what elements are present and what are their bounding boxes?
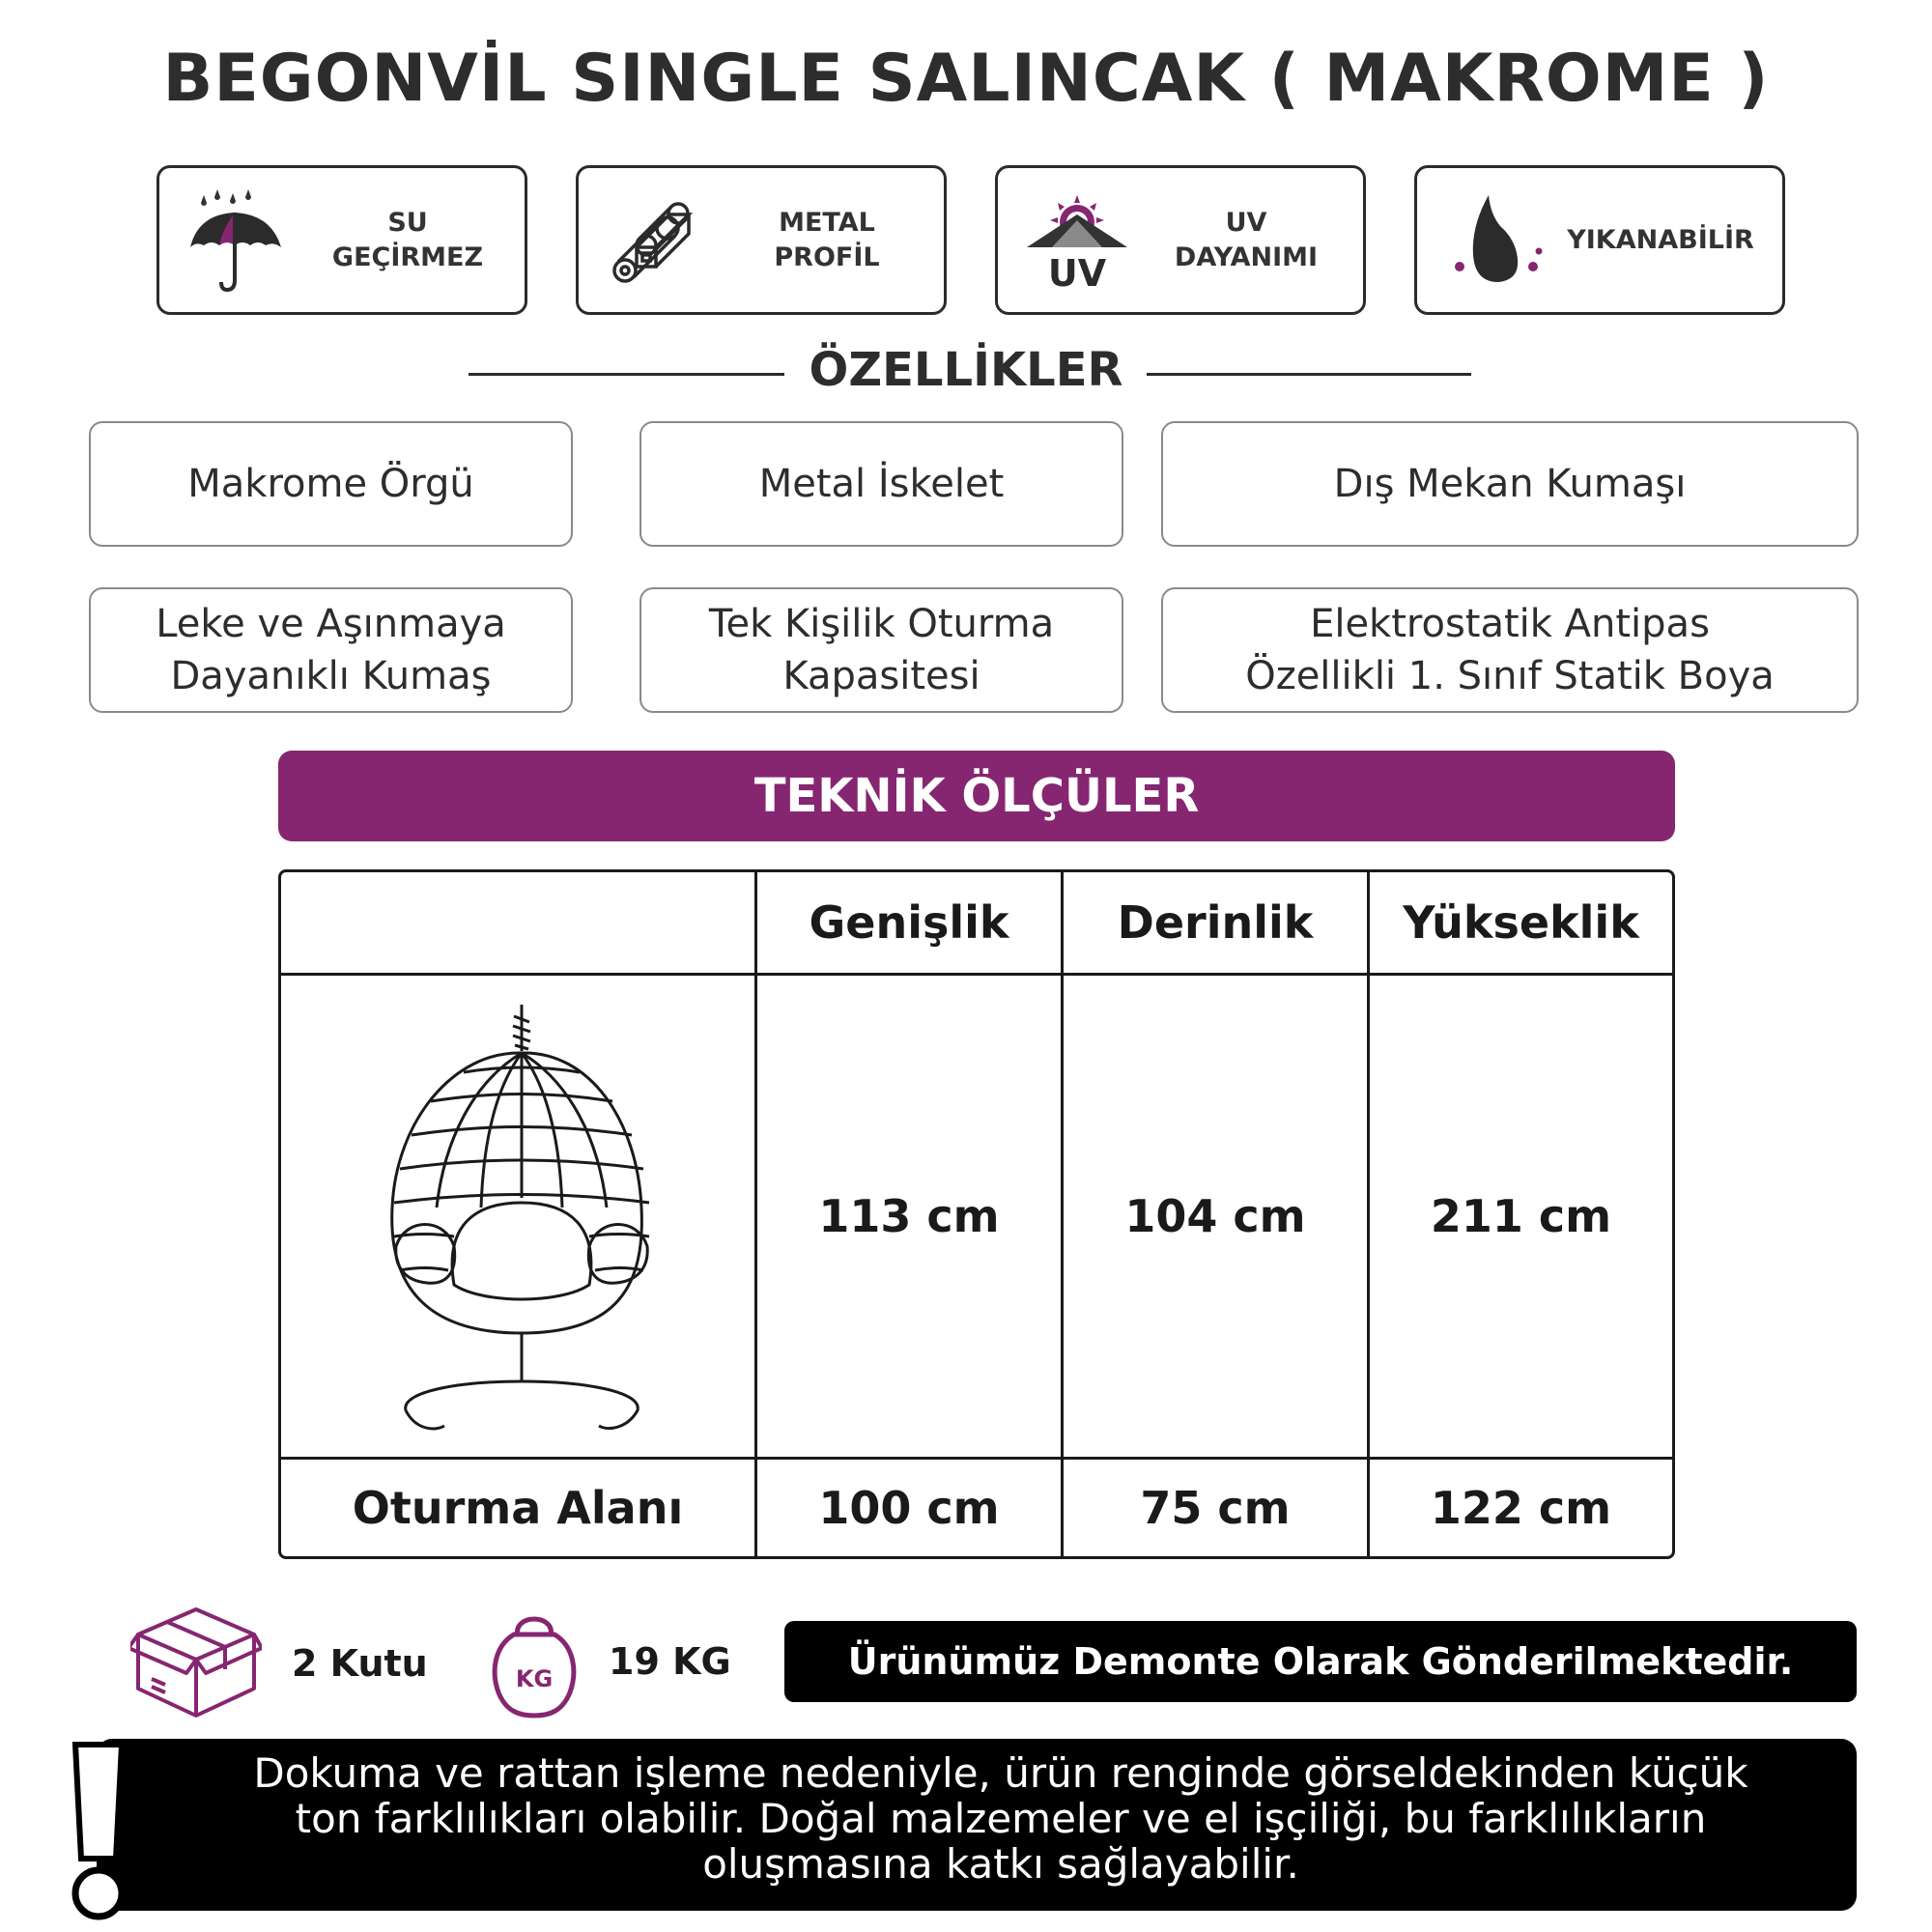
feature-box: Dış Mekan Kumaşı	[1161, 421, 1859, 547]
feature-box: Makrome Örgü	[89, 421, 573, 547]
badge-metal-profile	[576, 165, 947, 315]
seat-width-value: 100 cm	[818, 1482, 1000, 1534]
tech-specs-header: TEKNİK ÖLÇÜLER	[278, 751, 1675, 841]
badge-uv-resistance	[995, 165, 1366, 315]
column-header: Yükseklik	[1403, 896, 1639, 949]
kg-icon-text: KG	[515, 1665, 554, 1692]
seat-height-value: 122 cm	[1430, 1482, 1612, 1534]
column-header: Genişlik	[809, 896, 1009, 949]
badge-label: YIKANABİLİR	[1567, 224, 1754, 255]
feature-box: Metal İskelet	[639, 421, 1123, 547]
notice-text: Dokuma ve rattan işleme nedeniyle, ürün renginde görseldekinden küçük ton farklılıkları olabilir. Doğal malzemeler ve el işçiliği, bu farklılıkların oluşmasına katkı sağlayabilir.	[253, 1749, 1748, 1889]
width-value: 113 cm	[818, 1190, 1000, 1242]
seat-area-label: Oturma Alanı	[352, 1482, 684, 1534]
shipping-note: Ürünümüz Demonte Olarak Gönderilmektedir.	[784, 1621, 1857, 1702]
badge-label: GEÇİRMEZ	[331, 242, 484, 272]
box-count: 2 Kutu	[292, 1642, 428, 1685]
feature-box: Tek Kişilik Oturma Kapasitesi	[639, 587, 1123, 713]
swing-chair-drawing	[367, 995, 657, 1439]
depth-value: 104 cm	[1124, 1190, 1306, 1242]
height-value: 211 cm	[1430, 1190, 1612, 1242]
weight-value: 19 KG	[609, 1640, 731, 1683]
features-title: ÖZELLİKLER	[809, 343, 1123, 397]
water-drop-icon	[1442, 187, 1550, 296]
badge-label: DAYANIMI	[1174, 242, 1319, 272]
umbrella-icon	[185, 187, 293, 296]
divider-left	[469, 373, 784, 376]
metal-profile-icon	[604, 187, 712, 296]
weight-icon	[491, 1604, 578, 1719]
badge-label: METAL	[779, 208, 875, 239]
badge-label: SU	[387, 208, 428, 239]
badge-label: PROFİL	[774, 242, 880, 272]
badge-label: UV	[1225, 208, 1267, 239]
uv-icon-text: UV	[1047, 252, 1107, 295]
uv-sun-icon	[1023, 187, 1131, 296]
page-title: BEGONVİL SINGLE SALINCAK ( MAKROME )	[162, 41, 1770, 117]
warning-exclamation-icon	[68, 1739, 129, 1922]
feature-box: Elektrostatik Antipas Özellikli 1. Sınıf Statik Boya	[1161, 587, 1859, 713]
badge-waterproof	[156, 165, 527, 315]
column-header: Derinlik	[1117, 896, 1314, 949]
box-icon	[130, 1605, 262, 1719]
divider-right	[1147, 373, 1471, 376]
feature-box: Leke ve Aşınmaya Dayanıklı Kumaş	[89, 587, 573, 713]
badge-washable	[1414, 165, 1785, 315]
seat-depth-value: 75 cm	[1140, 1482, 1291, 1534]
